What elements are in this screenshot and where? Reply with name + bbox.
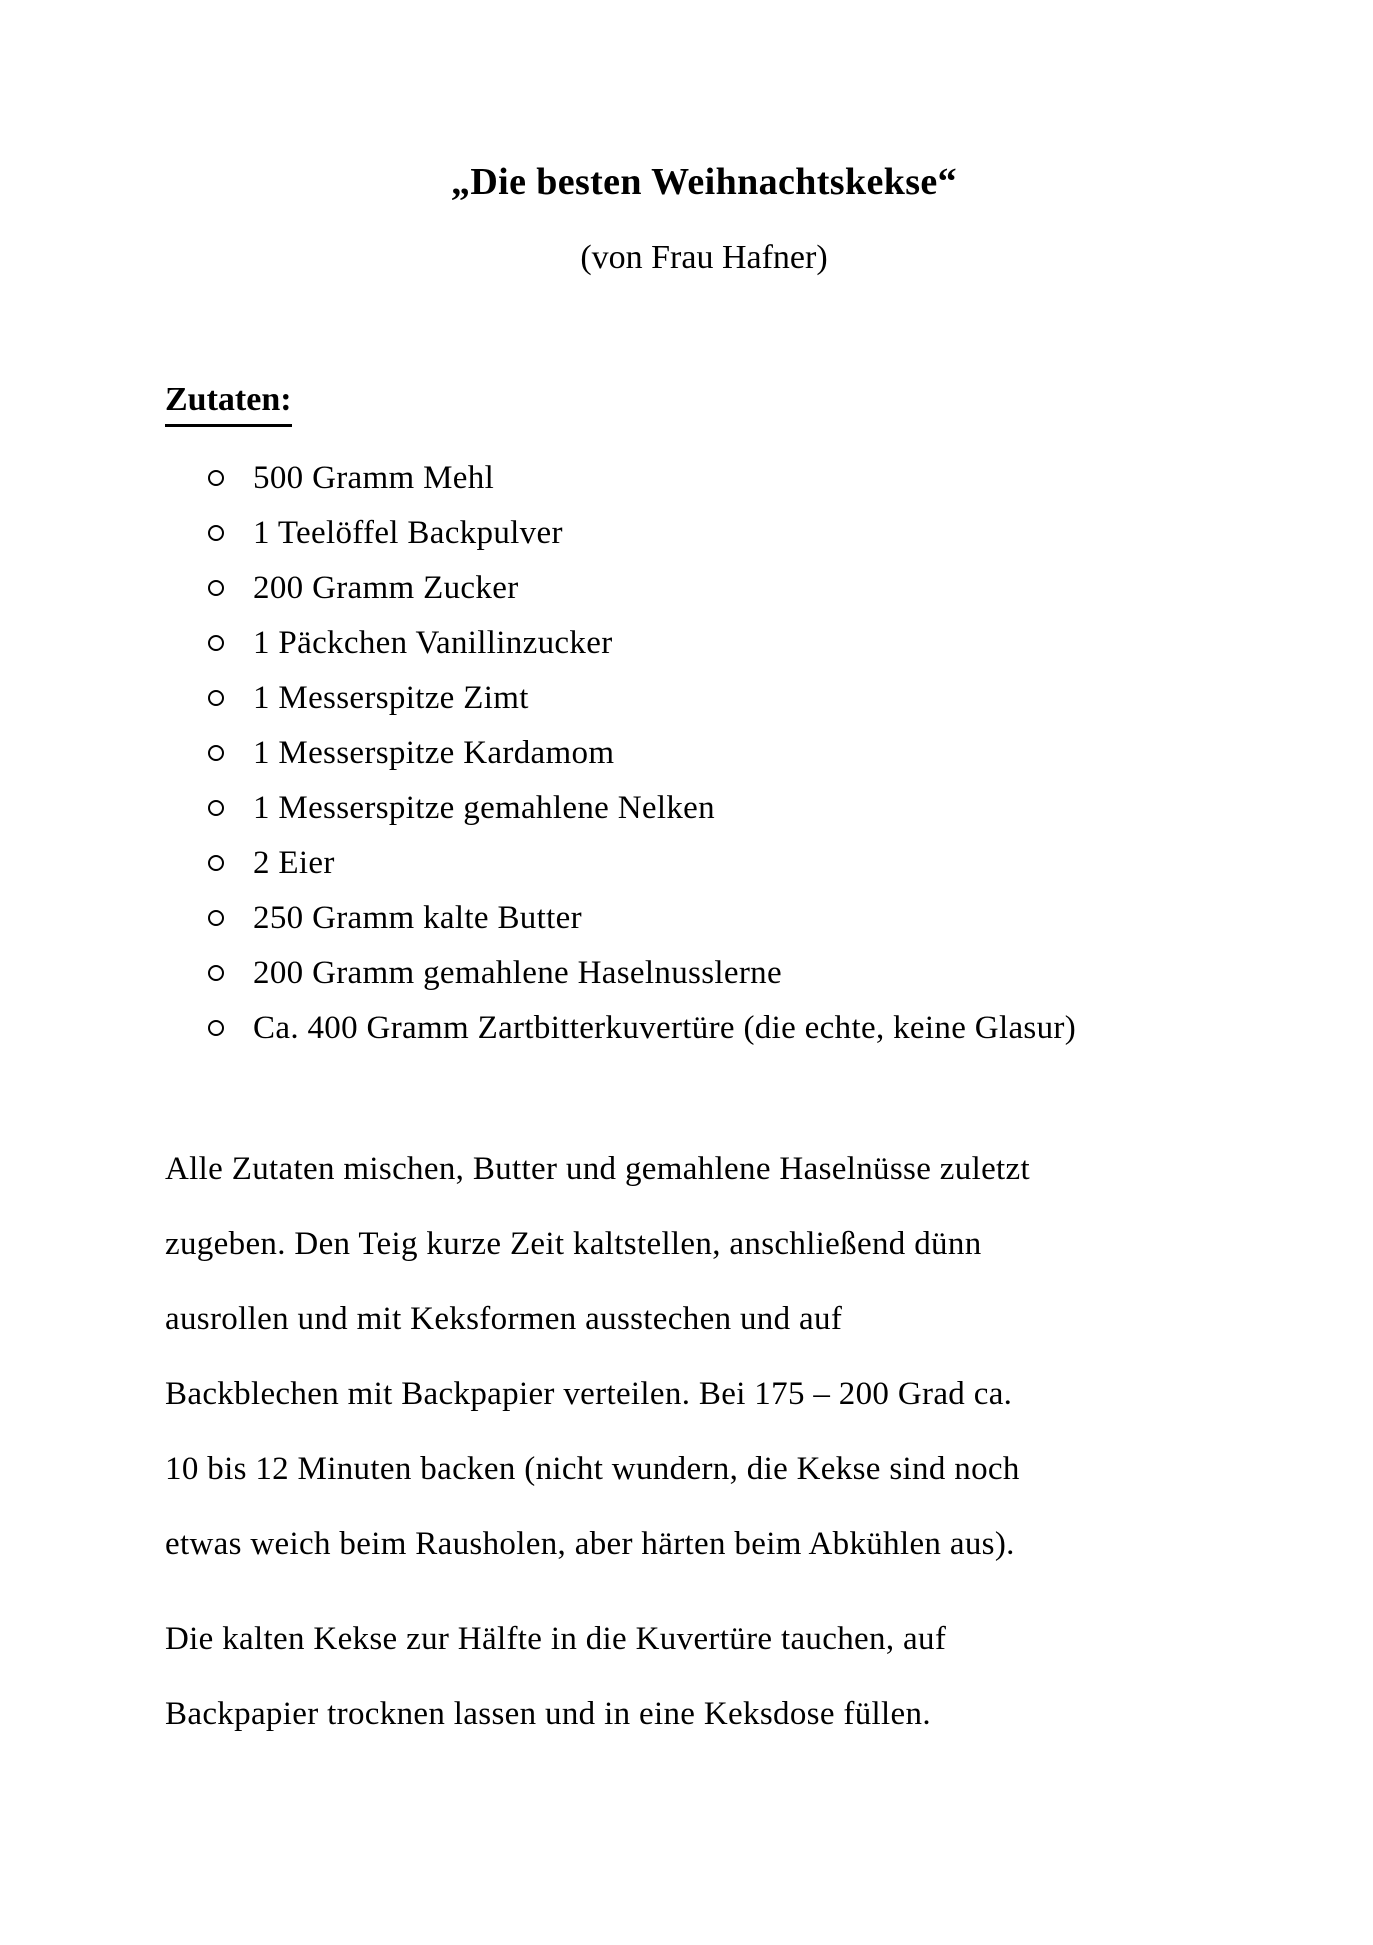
ingredient-text: 1 Messerspitze gemahlene Nelken	[253, 790, 715, 826]
ingredient-item	[165, 836, 1241, 891]
ingredient-text: 200 Gramm Zucker	[253, 570, 519, 606]
paragraph-line: Die kalten Kekse zur Hälfte in die Kuvertüre tauchen, auf	[165, 1621, 947, 1657]
ingredient-text: 1 Päckchen Vanillinzucker	[253, 625, 613, 661]
ingredient-text: 500 Gramm Mehl	[253, 460, 495, 496]
circle-bullet-icon	[208, 855, 224, 871]
ingredient-item	[165, 451, 1241, 506]
paragraph-line: 10 bis 12 Minuten backen (nicht wundern, die Kekse sind noch	[165, 1451, 1020, 1487]
paragraph-line: Alle Zutaten mischen, Butter und gemahlene Haselnüsse zuletzt	[165, 1151, 1031, 1187]
paragraph-line: ausrollen und mit Keksformen ausstechen und auf	[165, 1301, 843, 1337]
ingredient-item	[165, 561, 1241, 616]
ingredient-item	[165, 946, 1241, 1001]
circle-bullet-icon	[208, 635, 224, 651]
ingredients-heading-text: Zutaten:	[165, 378, 292, 427]
ingredient-item	[165, 671, 1241, 726]
circle-bullet-icon	[208, 690, 224, 706]
paragraph-line: Backblechen mit Backpapier verteilen. Bei 175 – 200 Grad ca.	[165, 1376, 1013, 1412]
circle-bullet-icon	[208, 525, 224, 541]
instructions-paragraph-2	[165, 1602, 1243, 1752]
ingredient-text: 1 Messerspitze Kardamom	[253, 735, 615, 771]
document-content	[165, 160, 1243, 1752]
ingredients-list	[165, 451, 1243, 1056]
paragraph-line: Backpapier trocknen lassen und in eine Keksdose füllen.	[165, 1696, 931, 1732]
circle-bullet-icon	[208, 910, 224, 926]
recipe-author-subtitle: (von Frau Hafner)	[580, 239, 828, 276]
ingredients-heading	[165, 378, 1243, 427]
circle-bullet-icon	[208, 745, 224, 761]
ingredient-text: 2 Eier	[253, 845, 335, 881]
ingredient-item	[165, 1001, 1241, 1056]
circle-bullet-icon	[208, 580, 224, 596]
paragraph-line: zugeben. Den Teig kurze Zeit kaltstellen, anschließend dünn	[165, 1226, 982, 1262]
paragraph-line: etwas weich beim Rausholen, aber härten beim Abkühlen aus).	[165, 1526, 1015, 1562]
ingredient-text: 1 Messerspitze Zimt	[253, 680, 529, 716]
instructions-paragraph-1	[165, 1132, 1243, 1582]
circle-bullet-icon	[208, 470, 224, 486]
ingredient-item	[165, 506, 1241, 561]
circle-bullet-icon	[208, 1020, 224, 1036]
recipe-title: „Die besten Weihnachtskekse“	[450, 161, 958, 203]
ingredient-item	[165, 781, 1241, 836]
ingredient-item	[165, 616, 1241, 671]
ingredient-text: 1 Teelöffel Backpulver	[253, 515, 563, 551]
ingredient-item	[165, 891, 1241, 946]
ingredient-text: Ca. 400 Gramm Zartbitterkuvertüre (die echte, keine Glasur)	[253, 1010, 1077, 1046]
ingredient-text: 200 Gramm gemahlene Haselnusslerne	[253, 955, 782, 991]
circle-bullet-icon	[208, 800, 224, 816]
ingredient-item	[165, 726, 1241, 781]
circle-bullet-icon	[208, 965, 224, 981]
ingredient-text: 250 Gramm kalte Butter	[253, 900, 582, 936]
